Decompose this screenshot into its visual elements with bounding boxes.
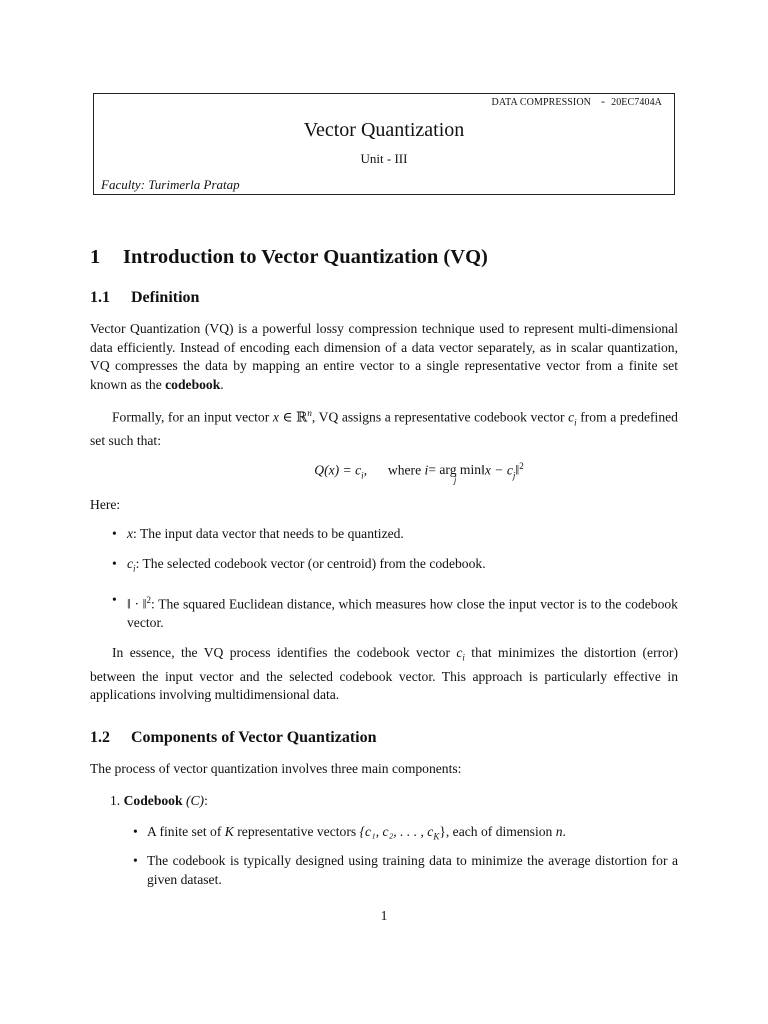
paragraph-text: . bbox=[220, 376, 224, 392]
list-item-text: , each of dimension bbox=[445, 823, 556, 839]
list-item-text: : The squared Euclidean distance, which measures how close the input vector is to the codebook vector. bbox=[127, 596, 678, 630]
components-list bbox=[90, 792, 678, 889]
essence-paragraph bbox=[90, 644, 678, 705]
subsection-title: Definition bbox=[131, 289, 200, 306]
codebook-term: codebook bbox=[165, 376, 221, 392]
equation-norm-end: ‖ bbox=[515, 462, 520, 478]
item-colon: : bbox=[204, 793, 208, 809]
formal-paragraph bbox=[90, 404, 678, 450]
codebook-bullet-list bbox=[90, 823, 678, 890]
math-set-close: } bbox=[439, 823, 446, 839]
subsection-number: 1.2 bbox=[90, 728, 110, 746]
course-info bbox=[492, 94, 662, 109]
equation-norm: ‖x − c bbox=[481, 462, 513, 478]
codebook-label: Codebook bbox=[123, 793, 183, 809]
math-symbol: n bbox=[555, 823, 563, 839]
math-subscript: i bbox=[462, 653, 465, 663]
equation-superscript: 2 bbox=[519, 460, 524, 471]
paragraph-text: , VQ assigns a representative codebook vector bbox=[311, 409, 569, 425]
subsection-title: Components of Vector Quantization bbox=[131, 728, 377, 746]
math-symbol: x bbox=[272, 409, 279, 425]
here-label: Here: bbox=[90, 497, 121, 513]
list-item-text: A finite set of bbox=[147, 823, 225, 839]
math-symbol: ‖ · ‖ bbox=[127, 596, 147, 612]
math-superscript: n bbox=[307, 408, 312, 419]
paragraph-text: that minimizes the distortion (error) between the input vector and the selected codebook vector. This approach is particularly effective in applications involving multidimensional data. bbox=[90, 645, 678, 703]
equation-subscript: j bbox=[512, 470, 516, 481]
equation-argmin bbox=[428, 462, 482, 486]
math-symbol: x bbox=[127, 525, 134, 541]
course-dash: - bbox=[600, 94, 606, 108]
list-item bbox=[90, 823, 678, 846]
section-title: Introduction to Vector Quantization (VQ) bbox=[123, 246, 488, 268]
list-item-text: . bbox=[562, 823, 566, 839]
list-item bbox=[90, 525, 678, 544]
course-code: 20EC7404A bbox=[611, 97, 662, 108]
equation-subscript: i bbox=[361, 470, 364, 481]
list-item-text: : The input data vector that needs to be quantized. bbox=[133, 525, 404, 541]
components-intro: The process of vector quantization involves three main components: bbox=[90, 760, 462, 776]
math-subscript: i bbox=[574, 417, 577, 428]
math-subscript: i bbox=[133, 563, 136, 574]
document-title: Vector Quantization bbox=[303, 119, 465, 141]
item-number: 1. bbox=[110, 793, 121, 809]
math-symbol: c bbox=[568, 409, 575, 425]
subsection-number: 1.1 bbox=[90, 289, 110, 306]
math-symbol: c bbox=[456, 645, 463, 661]
list-item bbox=[90, 591, 678, 633]
paragraph-text: Vector Quantization (VQ) is a powerful lossy compression technique used to represent multi-dimensional data efficiently. Instead of encoding each dimension of a data vector separately, as in scalar quantization, VQ compresses the data by mapping an entire vector to a single representative vector from a finite set known as the bbox=[90, 321, 678, 392]
math-symbol: K bbox=[224, 823, 234, 839]
section-heading bbox=[90, 246, 678, 269]
paragraph-text: In essence, the VQ process identifies the codebook vector bbox=[112, 645, 457, 661]
course-name: DATA COMPRESSION bbox=[491, 97, 591, 108]
math-subscript: K bbox=[433, 831, 440, 842]
paragraph-text: Formally, for an input vector bbox=[112, 409, 273, 425]
equation-lhs: Q(x) = c bbox=[314, 462, 362, 478]
list-item bbox=[90, 852, 678, 889]
argmin-subscript: j bbox=[453, 475, 457, 486]
subsection-heading-components bbox=[90, 729, 678, 747]
list-item bbox=[90, 792, 678, 889]
equation-where: where bbox=[387, 462, 422, 478]
faculty-name: Faculty: Turimerla Pratap bbox=[101, 177, 240, 192]
equation-comma: , bbox=[363, 462, 368, 478]
argmin-text: = arg min bbox=[428, 462, 482, 478]
math-symbol: c bbox=[127, 556, 134, 572]
paragraph-text: from a predefined set such that: bbox=[90, 409, 678, 449]
definition-bullet-list bbox=[90, 525, 678, 633]
definition-paragraph bbox=[90, 320, 678, 394]
equation-index: i bbox=[424, 462, 429, 478]
main-content bbox=[90, 246, 678, 889]
math-symbol: ∈ ℝ bbox=[278, 409, 308, 425]
section-number: 1 bbox=[90, 246, 101, 268]
list-item-text: representative vectors bbox=[233, 823, 360, 839]
math-symbol: (C) bbox=[185, 793, 205, 809]
page-number: 1 bbox=[380, 908, 388, 923]
math-superscript: 2 bbox=[146, 594, 151, 605]
list-item-text: The codebook is typically designed using training data to minimize the average distortion for a given dataset. bbox=[147, 853, 678, 887]
list-item bbox=[90, 555, 678, 578]
subsection-heading-definition bbox=[90, 289, 678, 307]
unit-label: Unit - III bbox=[360, 151, 408, 166]
quantization-equation bbox=[125, 460, 713, 486]
list-item-text: : The selected codebook vector (or centroid) from the codebook. bbox=[135, 556, 486, 572]
header-box bbox=[93, 93, 675, 195]
math-set: {c₁, c₂, . . . , c bbox=[359, 823, 434, 839]
